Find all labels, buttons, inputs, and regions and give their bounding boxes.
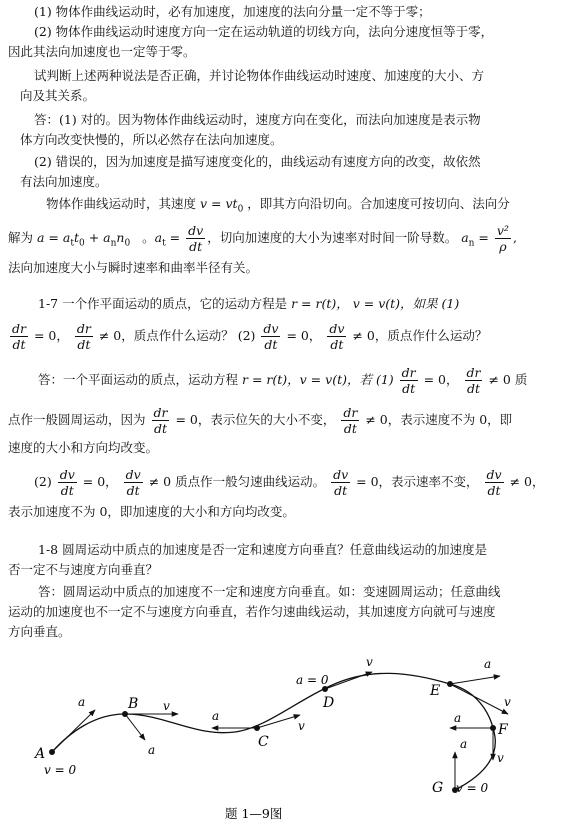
- fraction-numerator: dr: [12, 321, 26, 336]
- sym-a-at-f: a: [454, 711, 462, 725]
- label-v0-g: v = 0: [456, 781, 489, 795]
- sym-a-at-b: a: [148, 743, 156, 757]
- text-line: 因此其法向加速度也一定等于零。: [8, 44, 196, 59]
- fraction-dr-vec-dt: [465, 365, 483, 396]
- text-span: = 0，: [82, 474, 118, 489]
- arrow-b-a: [125, 714, 145, 740]
- fraction-dv-dt: [331, 467, 350, 498]
- arrow-e-a: [450, 676, 500, 684]
- text-line: 速度的大小和方向均改变。: [8, 440, 159, 455]
- text-span: ≠ 0 质: [488, 372, 528, 387]
- text-span: ≠ 0，表示速度不为 0，即: [365, 412, 513, 427]
- text-span: 答：一个平面运动的质点，运动方程: [38, 372, 239, 387]
- text-line: 法向加速度大小与瞬时速率和曲率半径有关。: [8, 260, 259, 275]
- text-line: [34, 462, 558, 502]
- text-line: (2) 物体作曲线运动时速度方向一定在运动轨道的切线方向，法向分速度恒等于零，: [34, 24, 494, 39]
- fraction-denominator: dt: [466, 381, 480, 396]
- fraction-numerator: dr: [343, 405, 358, 420]
- fraction-dr-vec-dt: [341, 405, 359, 436]
- text-line: 试判断上述两种说法是否正确，并讨论物体作曲线运动时速度、加速度的大小、方: [34, 68, 485, 83]
- fraction-numerator: dr: [76, 321, 91, 336]
- math-symbol: a: [461, 230, 469, 245]
- text-line: 方向垂直。: [8, 624, 71, 639]
- fraction-denominator: ρ: [499, 239, 507, 254]
- arrow-d-v: [325, 672, 372, 689]
- sym-v-at-f: v: [497, 751, 504, 765]
- sym-v-at-e: v: [504, 695, 511, 709]
- fraction-numerator: dv: [486, 467, 502, 482]
- arrow-c-v: [257, 715, 300, 728]
- text-span: ≠ 0，质点作什么运动？ (2): [98, 328, 256, 343]
- fraction-denominator: dt: [60, 483, 74, 498]
- fraction-denominator: dt: [402, 381, 416, 396]
- fraction-denominator: dt: [12, 337, 26, 352]
- label-g: G: [432, 780, 444, 796]
- label-v0-a: v = 0: [44, 763, 77, 777]
- sym-v-at-d: v: [366, 655, 373, 669]
- sym-v-at-b: v: [163, 699, 170, 713]
- sym-a-at-a: a: [78, 695, 86, 709]
- text-line: [38, 296, 558, 312]
- text-line: [38, 360, 558, 400]
- text-span: = 0，: [33, 328, 69, 343]
- arrow-a-at-a: [52, 710, 95, 752]
- text-line: (2) 错误的，因为加速度是描写速度变化的，曲线运动有速度方向的改变，故依然: [34, 154, 481, 169]
- fraction-denominator: dt: [343, 421, 357, 436]
- fraction-numerator: dv: [333, 467, 349, 482]
- text-span: = 0，: [286, 328, 322, 343]
- text-span: 点作一般圆周运动，因为: [8, 412, 146, 427]
- text-span: 物体作曲线运动时，其速度: [46, 196, 197, 211]
- trajectory-curve: [52, 673, 495, 790]
- arrow-e-v: [450, 684, 508, 714]
- fraction-numerator: dv: [329, 321, 345, 336]
- fraction-numerator: dv: [125, 467, 141, 482]
- text-line: 体方向改变快慢的，所以必然存在法向加速度。: [20, 132, 283, 147]
- fraction-dr-dt: [10, 321, 28, 352]
- label-a: A: [35, 746, 46, 762]
- fraction-denominator: dt: [334, 483, 348, 498]
- fraction-denominator: dt: [330, 337, 344, 352]
- text-span: (2): [34, 474, 52, 489]
- fraction-denominator: dt: [264, 337, 278, 352]
- fraction-denominator: dt: [487, 483, 501, 498]
- text-span: ≠ 0，: [509, 474, 545, 489]
- fraction-numerator: dr: [466, 365, 481, 380]
- sym-a-at-g: a: [460, 737, 468, 751]
- trajectory-figure: [0, 642, 564, 822]
- text-span: ，切向加速度的大小为速率对时间一阶导数。: [207, 230, 458, 245]
- label-d: D: [323, 695, 335, 711]
- text-span: ≠ 0，质点作什么运动？: [352, 328, 488, 343]
- text-span: 解为: [8, 230, 34, 245]
- fraction-denominator: dt: [153, 421, 167, 436]
- text-line: [8, 316, 558, 356]
- fraction-numerator: v²: [496, 223, 509, 238]
- label-c: C: [258, 734, 269, 750]
- text-span: r = r(t)， v = v(t)，如果 (1): [291, 296, 460, 311]
- text-line: [8, 400, 558, 440]
- fraction-dv-dt: [186, 223, 205, 254]
- fraction-numerator: dv: [263, 321, 279, 336]
- fraction-dr-vec-dt: [75, 321, 93, 352]
- fraction-dr-dt: [400, 365, 418, 396]
- text-line: (1) 物体作曲线运动时，必有加速度，加速度的法向分量一定不等于零；: [34, 4, 431, 19]
- fraction-dr-dt: [152, 405, 170, 436]
- text-line: 否一定不与速度方向垂直？: [8, 562, 159, 577]
- text-span: = 0，表示位矢的大小不变，: [175, 412, 336, 427]
- label-a0-d: a = 0: [296, 673, 329, 687]
- fraction-dv-dt: [58, 467, 77, 498]
- fraction-dv-dt: [261, 321, 280, 352]
- text-line: 表示加速度不为 0，即加速度的大小和方向均改变。: [8, 504, 295, 519]
- math-symbol: a: [154, 230, 163, 245]
- sym-v-at-c: v: [298, 719, 305, 733]
- figure-caption: 题 1—9图: [225, 806, 283, 821]
- fraction-numerator: dr: [153, 405, 168, 420]
- label-e: E: [430, 683, 441, 699]
- text-line: 解为 $a = a_tt_0 + a_nn_0$ 。$a_t$ = $\frac{dv}{dt}$ ，切向加速度的大小为速率对时间一阶导数。 $a_n$ = $\frac{\text{v²}}{\rho}$ ,: [8, 223, 517, 254]
- fraction-denominator: dt: [189, 239, 203, 254]
- text-span: ，即其方向沿切向。合加速度可按切向、法向分: [247, 196, 510, 211]
- fraction-dv-vec-dt: [327, 321, 346, 352]
- velocity-formula: v = vt: [200, 196, 238, 211]
- text-span: = 0，表示速率不变，: [356, 474, 479, 489]
- fraction-numerator: dv: [59, 467, 75, 482]
- text-span: r = r(t)，v = v(t)，若 (1): [242, 372, 394, 387]
- fraction-dv-vec-dt: [124, 467, 143, 498]
- text-span: = 0，: [423, 372, 459, 387]
- text-line: 答：(1) 对的。因为物体作曲线运动时，速度方向在变化，而法向加速度是表示物: [34, 112, 481, 127]
- text-line: 答：圆周运动中质点的加速度不一定和速度方向垂直。如：变速圆周运动；任意曲线: [38, 584, 501, 599]
- text-line: 有法向加速度。: [20, 174, 108, 189]
- sym-a-at-e: a: [484, 657, 492, 671]
- fraction-denominator: dt: [126, 483, 140, 498]
- label-f: F: [498, 722, 508, 738]
- label-b: B: [128, 696, 139, 712]
- fraction-numerator: dv: [188, 223, 204, 238]
- text-span: ≠ 0 质点作一般匀速曲线运动。: [148, 474, 326, 489]
- fraction-numerator: dr: [401, 365, 416, 380]
- text-line: 物体作曲线运动时，其速度 $v = vt_0$ ，即其方向沿切向。合加速度可按切向、法向分: [46, 196, 510, 215]
- text-line: 运动的加速度也不一定不与速度方向垂直，若作匀速曲线运动，其加速度方向就可与速度: [8, 604, 496, 619]
- fraction-dv-vec-dt: [485, 467, 504, 498]
- fraction-v2-rho: [495, 223, 511, 254]
- sym-a-at-c: a: [212, 709, 220, 723]
- fraction-denominator: dt: [77, 337, 91, 352]
- acceleration-formula: a = a: [37, 230, 71, 245]
- text-span: 1-7 一个作平面运动的质点，它的运动方程是: [38, 296, 288, 311]
- text-line: 向及其关系。: [20, 88, 96, 103]
- text-line: 1-8 圆周运动中质点的加速度是否一定和速度方向垂直？任意曲线运动的加速度是: [38, 542, 488, 557]
